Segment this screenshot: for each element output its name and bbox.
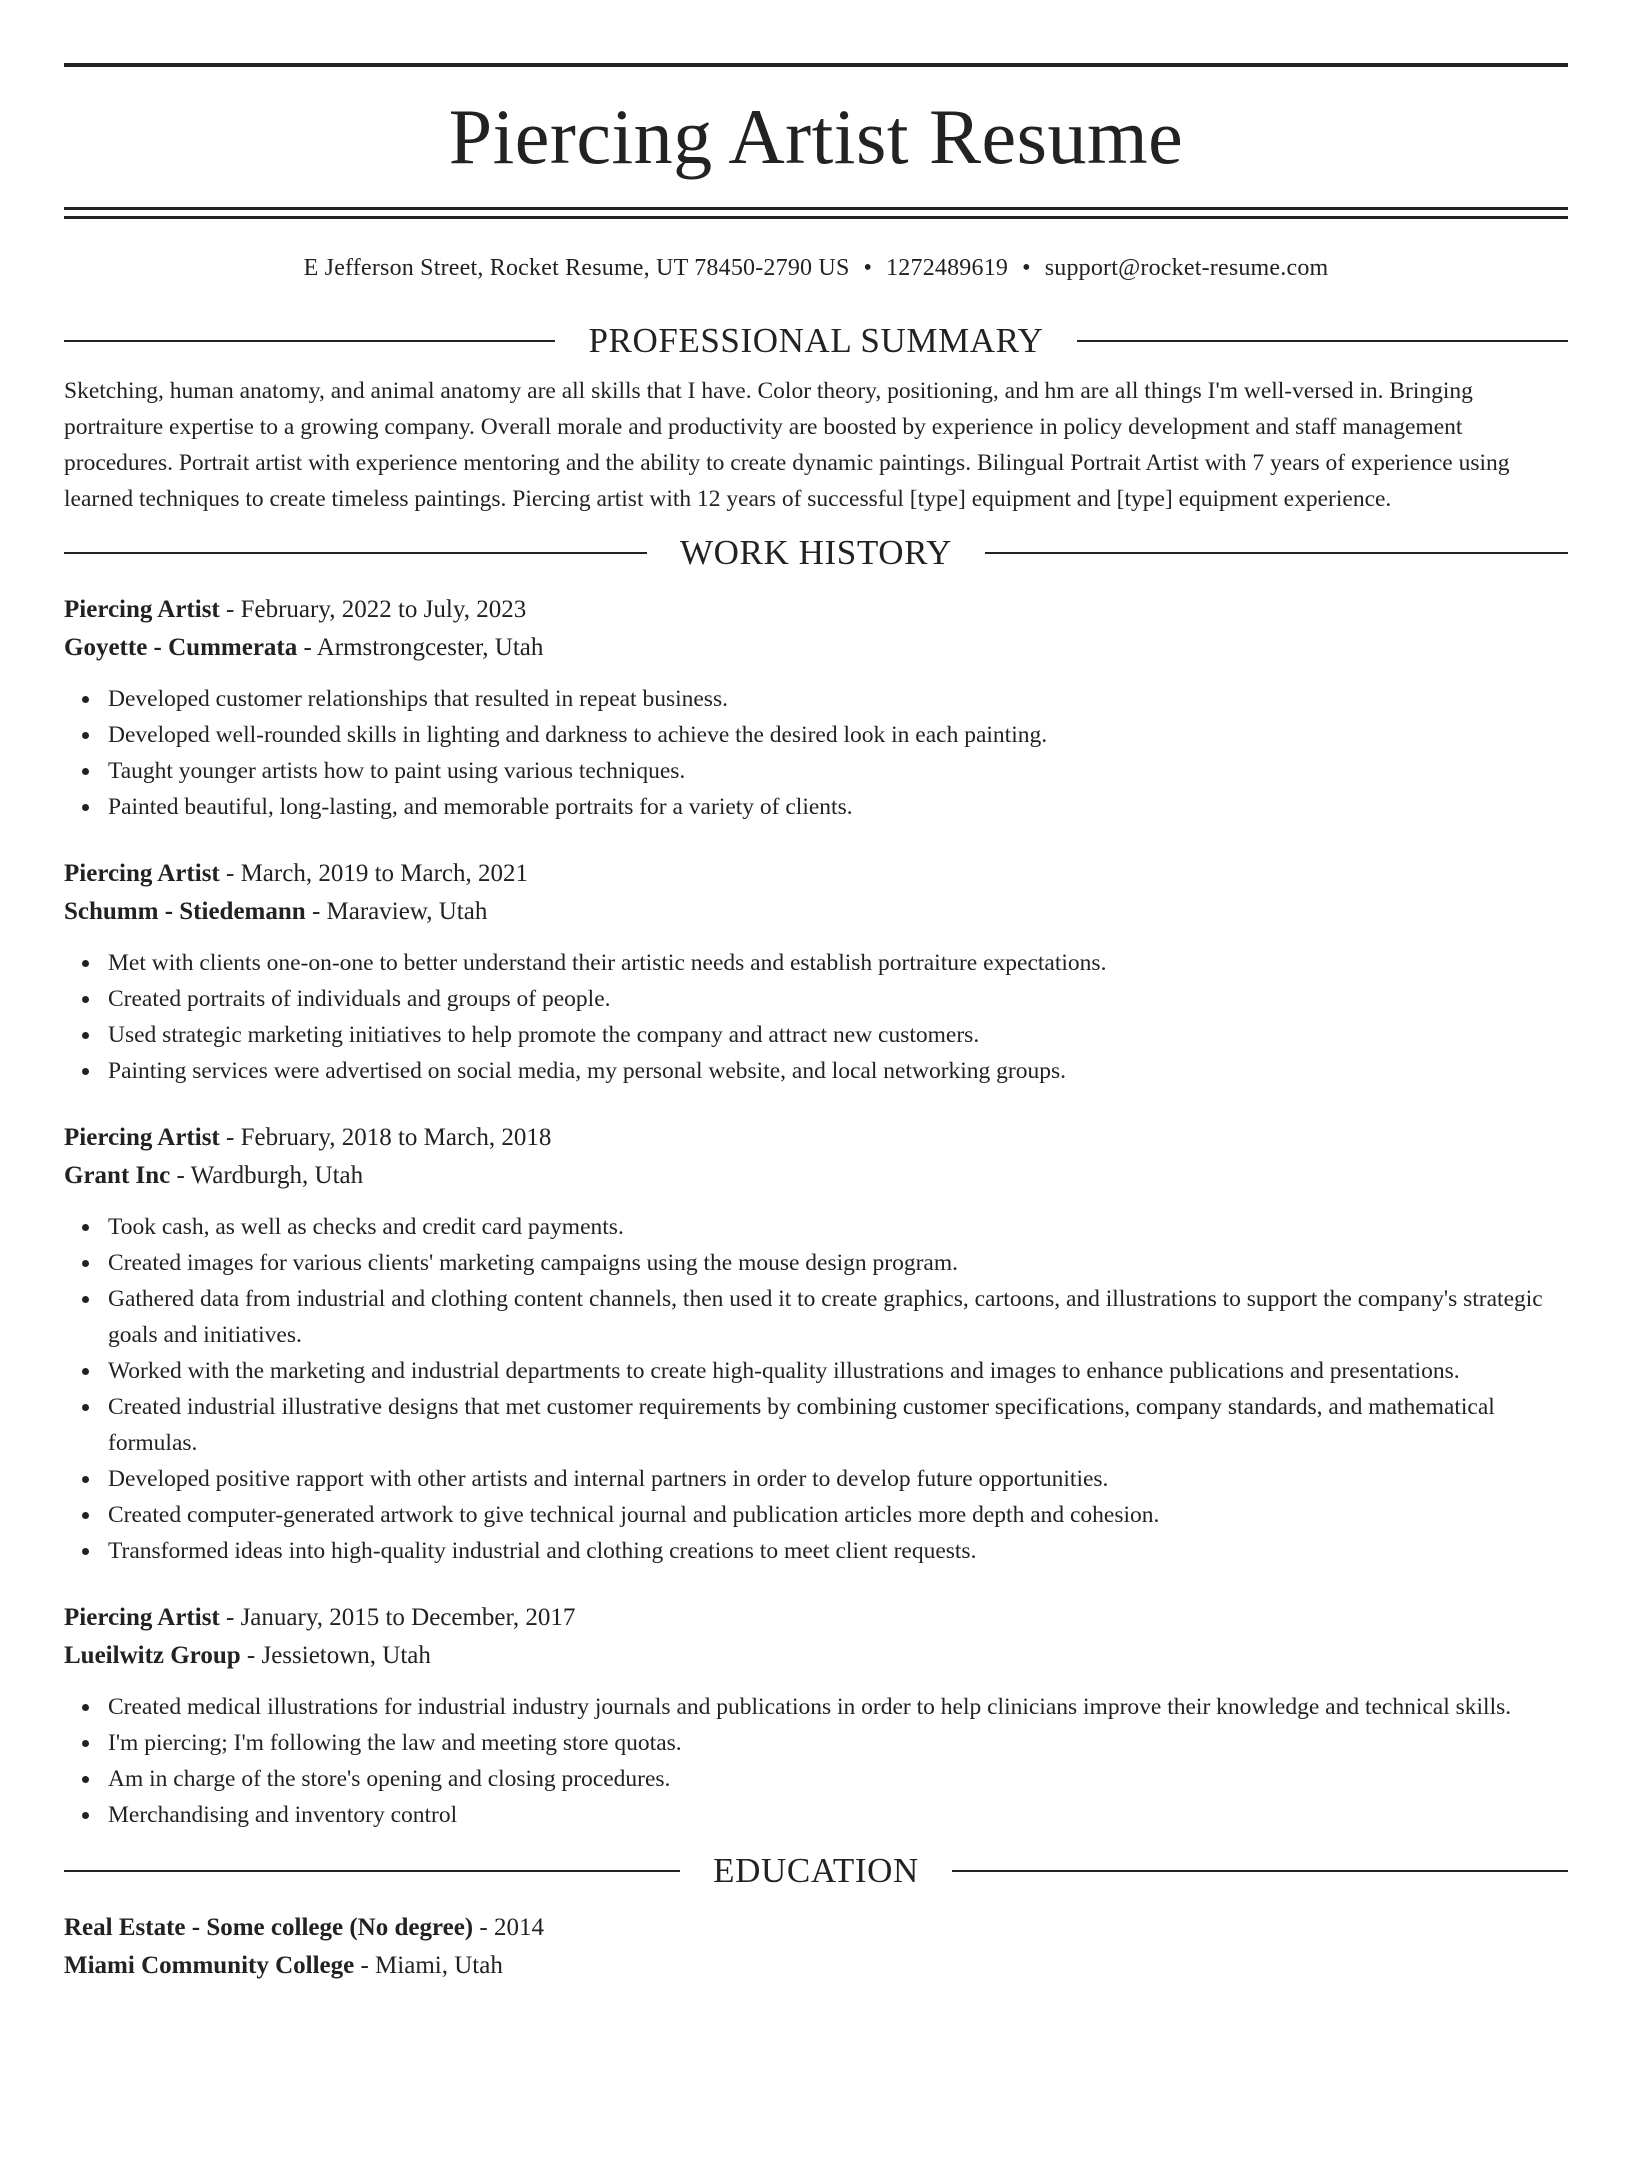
job-bullet: Developed well-rounded skills in lighting and darkness to achieve the desired look in each painting.: [108, 717, 1568, 753]
resume-page: [0, 63, 1632, 2175]
job-location: - Maraview, Utah: [305, 898, 488, 925]
work-history-list: [64, 591, 1568, 1833]
job-title-line: [64, 591, 1568, 629]
education-entry: [64, 1909, 1568, 1985]
job-company-line: [64, 893, 1568, 931]
job-company: Grant Inc: [64, 1162, 171, 1189]
summary-heading: [64, 319, 1568, 363]
job-bullet: Merchandising and inventory control: [108, 1797, 1568, 1833]
job-bullet: Gathered data from industrial and clothing content channels, then used it to create graphics, cartoons, and illustrations to support the company's strategic goals and initiatives.: [108, 1281, 1568, 1353]
job-bullet: Created medical illustrations for industrial industry journals and publications in order to help clinicians improve their knowledge and technical skills.: [108, 1689, 1568, 1725]
job-entry: [64, 1599, 1568, 1833]
job-entry: [64, 1119, 1568, 1569]
job-bullet: Painting services were advertised on social media, my personal website, and local networking groups.: [108, 1053, 1568, 1089]
job-bullet: Worked with the marketing and industrial departments to create high-quality illustrations and images to enhance publications and presentations.: [108, 1353, 1568, 1389]
contact-phone: 1272489619: [886, 255, 1009, 281]
education-year: - 2014: [473, 1914, 544, 1941]
heading-rule-left: [64, 340, 555, 342]
job-bullet: Transformed ideas into high-quality industrial and clothing creations to meet client requests.: [108, 1533, 1568, 1569]
education-degree-line: [64, 1909, 1568, 1947]
education-school-line: [64, 1947, 1568, 1985]
job-entry: [64, 591, 1568, 825]
job-title: Piercing Artist: [64, 1124, 220, 1151]
job-company-line: [64, 629, 1568, 667]
job-bullet: Created images for various clients' marketing campaigns using the mouse design program.: [108, 1245, 1568, 1281]
job-bullet: Taught younger artists how to paint using various techniques.: [108, 753, 1568, 789]
job-title-line: [64, 1599, 1568, 1637]
job-bullet: Took cash, as well as checks and credit card payments.: [108, 1209, 1568, 1245]
education-heading-label: EDUCATION: [713, 1851, 919, 1890]
contact-line: [64, 251, 1568, 285]
heading-rule-left: [64, 1870, 680, 1872]
job-title: Piercing Artist: [64, 1604, 220, 1631]
contact-email: support@rocket-resume.com: [1044, 255, 1329, 281]
heading-rule-right: [985, 552, 1568, 554]
job-dates: - February, 2022 to July, 2023: [219, 596, 527, 623]
job-company: Schumm - Stiedemann: [64, 898, 306, 925]
heading-rule-right: [1077, 340, 1568, 342]
job-title: Piercing Artist: [64, 596, 220, 623]
education-location: - Miami, Utah: [354, 1952, 503, 1979]
job-company-line: [64, 1157, 1568, 1195]
job-entry: [64, 855, 1568, 1089]
education-school: Miami Community College: [64, 1952, 355, 1979]
job-company-line: [64, 1637, 1568, 1675]
job-bullet: I'm piercing; I'm following the law and meeting store quotas.: [108, 1725, 1568, 1761]
work-history-heading-label: WORK HISTORY: [680, 533, 952, 572]
job-dates: - January, 2015 to December, 2017: [219, 1604, 576, 1631]
job-bullet-list: [64, 1689, 1568, 1833]
job-bullet: Created industrial illustrative designs that met customer requirements by combining customer specifications, company standards, and mathematical formulas.: [108, 1389, 1568, 1461]
job-bullet-list: [64, 681, 1568, 825]
education-heading: [64, 1849, 1568, 1893]
job-title-line: [64, 1119, 1568, 1157]
job-location: - Armstrongcester, Utah: [297, 634, 544, 661]
title-block: [64, 67, 1568, 207]
contact-separator: •: [863, 255, 873, 281]
job-bullet-list: [64, 945, 1568, 1089]
job-bullet: Developed customer relationships that resulted in repeat business.: [108, 681, 1568, 717]
contact-separator: •: [1022, 255, 1031, 281]
heading-rule-left: [64, 552, 647, 554]
summary-heading-label: PROFESSIONAL SUMMARY: [588, 321, 1044, 360]
job-location: - Jessietown, Utah: [240, 1642, 431, 1669]
job-company: Goyette - Cummerata: [64, 634, 298, 661]
job-title: Piercing Artist: [64, 860, 220, 887]
job-dates: - February, 2018 to March, 2018: [219, 1124, 552, 1151]
job-title-line: [64, 855, 1568, 893]
job-bullet: Created portraits of individuals and groups of people.: [108, 981, 1568, 1017]
job-bullet: Developed positive rapport with other artists and internal partners in order to develop future opportunities.: [108, 1461, 1568, 1497]
resume-title: Piercing Artist Resume: [448, 93, 1184, 180]
job-location: - Wardburgh, Utah: [170, 1162, 364, 1189]
education-degree: Real Estate - Some college (No degree): [64, 1914, 474, 1941]
job-bullet: Painted beautiful, long-lasting, and memorable portraits for a variety of clients.: [108, 789, 1568, 825]
job-bullet: Created computer-generated artwork to give technical journal and publication articles more depth and cohesion.: [108, 1497, 1568, 1533]
title-double-rule: [64, 207, 1568, 219]
heading-rule-right: [952, 1870, 1568, 1872]
work-history-heading: [64, 531, 1568, 575]
summary-text: Sketching, human anatomy, and animal anatomy are all skills that I have. Color theory, positioning, and hm are all things I'm well-versed in. Bringing portraiture expertise to a growing company. Overall morale and productivity are boosted by experience in policy development and staff management procedures. Portrait artist with experience mentoring and the ability to create dynamic paintings. Bilingual Portrait Artist with 7 years of experience using learned techniques to create timeless paintings. Piercing artist with 12 years of successful [type] equipment and [type] equipment experience.: [64, 378, 1510, 512]
job-company: Lueilwitz Group: [64, 1642, 241, 1669]
job-bullet: Am in charge of the store's opening and closing procedures.: [108, 1761, 1568, 1797]
job-bullet: Met with clients one-on-one to better understand their artistic needs and establish portraiture expectations.: [108, 945, 1568, 981]
contact-address: E Jefferson Street, Rocket Resume, UT 78450-2790 US: [303, 255, 850, 281]
job-dates: - March, 2019 to March, 2021: [219, 860, 529, 887]
job-bullet-list: [64, 1209, 1568, 1569]
job-bullet: Used strategic marketing initiatives to help promote the company and attract new customers.: [108, 1017, 1568, 1053]
